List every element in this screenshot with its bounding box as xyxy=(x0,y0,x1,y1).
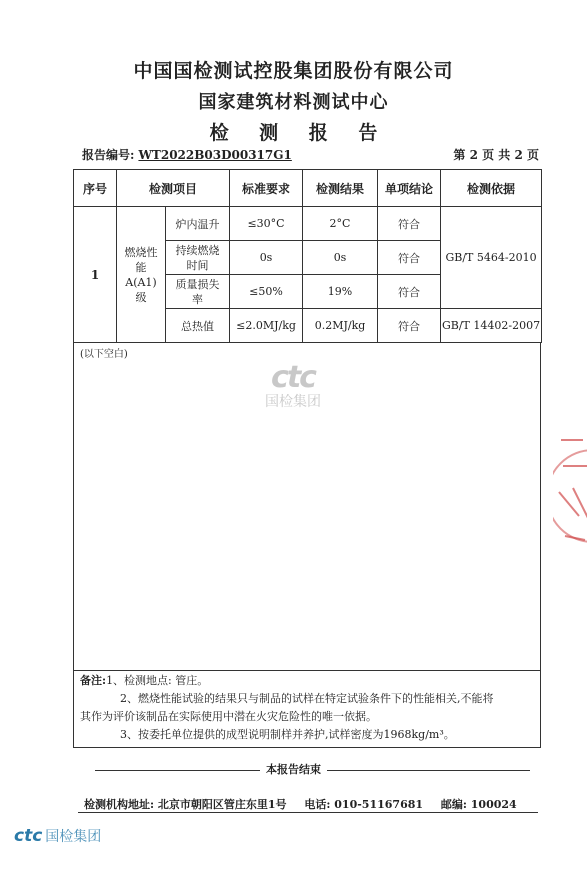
blank-note: (以下空白) xyxy=(80,349,128,360)
brand-name: 国检集团 xyxy=(45,829,102,845)
remarks-line-4: 3、按委托单位提供的成型说明制样并养护,试样密度为1968kg/m³。 xyxy=(120,728,455,741)
report-number-label: 报告编号: xyxy=(82,148,135,162)
company-name: 中国国检测试控股集团股份有限公司 xyxy=(133,60,454,82)
conclusion-cell: 符合 xyxy=(378,309,441,343)
req-cell: ≤2.0MJ/kg xyxy=(230,309,303,343)
remarks-line-2: 2、燃烧性能试验的结果只与制品的试样在特定试验条件下的性能相关,不能将 xyxy=(120,692,494,705)
remarks-label: 备注: xyxy=(80,674,107,687)
page-indicator: 第 2 页 共 2 页 xyxy=(453,148,539,162)
end-of-report: 本报告结束 xyxy=(0,761,587,777)
header-seq: 序号 xyxy=(74,170,117,207)
footer-info xyxy=(84,796,531,812)
table-row xyxy=(74,207,542,241)
header-item: 检测项目 xyxy=(117,170,230,207)
req-cell: ≤30°C xyxy=(230,207,303,241)
report-number-value: WT2022B03D00317G1 xyxy=(138,148,292,162)
brand-logo xyxy=(14,826,101,846)
lab-address: 检测机构地址: 北京市朝阳区管庄东里1号 xyxy=(84,798,287,811)
results-table xyxy=(73,169,542,343)
req-cell: 0s xyxy=(230,241,303,275)
remarks-box xyxy=(73,670,541,748)
conclusion-cell: 符合 xyxy=(378,207,441,241)
seal-stamp-icon xyxy=(553,436,587,554)
conclusion-cell: 符合 xyxy=(378,241,441,275)
watermark xyxy=(243,360,343,411)
footer-divider xyxy=(78,812,538,813)
center-name: 国家建筑材料测试中心 xyxy=(198,92,389,113)
watermark-logo: ctc xyxy=(271,360,315,395)
conclusion-cell: 符合 xyxy=(378,275,441,309)
item-cell: 质量损失率 xyxy=(166,275,230,309)
item-cell: 炉内温升 xyxy=(166,207,230,241)
result-cell: 19% xyxy=(303,275,378,309)
ctc-logo-icon: ctc xyxy=(14,826,43,846)
result-cell: 0s xyxy=(303,241,378,275)
category-cell: 燃烧性能A(A1)级 xyxy=(117,207,166,343)
seq-cell: 1 xyxy=(74,207,117,343)
req-cell: ≤50% xyxy=(230,275,303,309)
item-cell: 持续燃烧时间 xyxy=(166,241,230,275)
header-basis: 检测依据 xyxy=(441,170,542,207)
result-cell: 0.2MJ/kg xyxy=(303,309,378,343)
remarks-line-3: 其作为评价该制品在实际使用中潜在火灾危险性的唯一依据。 xyxy=(80,710,377,723)
remarks-line-1: 备注:1、检测地点: 管庄。 xyxy=(80,674,209,687)
lab-postcode: 邮编: 100024 xyxy=(440,798,517,811)
result-cell: 2°C xyxy=(303,207,378,241)
header-result: 检测结果 xyxy=(303,170,378,207)
basis-cell: GB/T 5464-2010 xyxy=(441,207,542,309)
item-cell: 总热值 xyxy=(166,309,230,343)
table-header-row xyxy=(74,170,542,207)
doc-title: 检 测 报 告 xyxy=(209,122,390,144)
basis-cell: GB/T 14402-2007 xyxy=(441,309,542,343)
watermark-name: 国检集团 xyxy=(265,394,321,410)
report-number xyxy=(82,146,292,163)
lab-phone: 电话: 010-51167681 xyxy=(304,798,424,811)
header-conclusion: 单项结论 xyxy=(378,170,441,207)
header-requirement: 标准要求 xyxy=(230,170,303,207)
